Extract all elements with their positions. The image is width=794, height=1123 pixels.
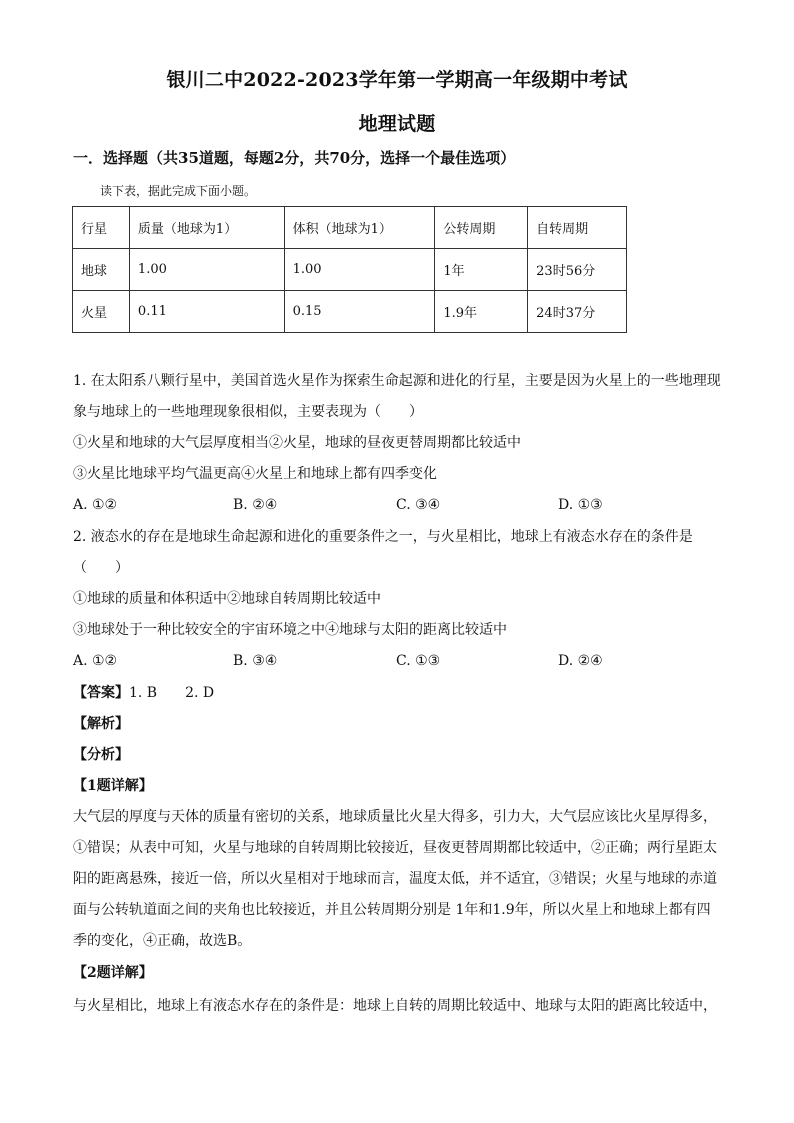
q1-item-line2: ③火星比地球平均气温更高④火星上和地球上都有四季变化: [73, 466, 437, 482]
q2-item-line1: ①地球的质量和体积适中②地球自转周期比较适中: [73, 591, 381, 607]
q2-stem-line1: 2. 液态水的存在是地球生命起源和进化的重要条件之一，与火星相比，地球上有液态水存在的条件是: [73, 529, 693, 545]
table-cell: 23时56分: [528, 249, 627, 291]
q2-option-b[interactable]: B. ③④: [233, 653, 278, 669]
q1-option-d[interactable]: D. ①③: [558, 497, 603, 513]
table-header-cell: 体积（地球为1）: [284, 207, 435, 249]
analysis-label: 【解析】: [73, 716, 129, 732]
table-header-cell: 质量（地球为1）: [129, 207, 284, 249]
fenxi-label: 【分析】: [73, 747, 129, 763]
answer-label: 【答案】: [73, 685, 129, 701]
planet-table: [72, 206, 627, 333]
table-cell: 火星: [73, 291, 130, 333]
table-cell: 0.15: [284, 291, 435, 333]
exam-title: 银川二中2022-2023学年第一学期高一年级期中考试: [166, 69, 628, 91]
q1-detail-text: 大气层的厚度与天体的质量有密切的关系，地球质量比火星大得多，引力大，大气层应该比火星厚得多，①错误；从表中可知，火星与地球的自转周期比较接近，昼夜更替周期都比较适中，②正确；两行星距太阳的距离悬殊，接近一倍，所以火星相对于地球而言，温度太低，并不适宜，③错误；火星与地球的赤道面与公转轨道面之间的夹角也比较接近，并且公转周期分别是 1年和1.9年，所以火星上和地球上都有四季的变化，④正确，故选B。: [73, 809, 717, 949]
q1-option-a[interactable]: A. ①②: [73, 497, 118, 513]
q1-detail-label: 【1题详解】: [73, 778, 153, 794]
q1-stem-line1: 1. 在太阳系八颗行星中，美国首选火星作为探索生命起源和进化的行星，主要是因为火星上的一些地理现: [73, 373, 721, 389]
q2-detail-text: 与火星相比，地球上有液态水存在的条件是：地球上自转的周期比较适中、地球与太阳的距离比较适中，: [73, 998, 717, 1014]
q2-stem-line2: （ ）: [73, 560, 129, 576]
table-header-cell: 公转周期: [435, 207, 528, 249]
table-row: [73, 249, 627, 291]
table-row: [73, 291, 627, 333]
table-cell: 地球: [73, 249, 130, 291]
table-header-cell: 自转周期: [528, 207, 627, 249]
q1-option-b[interactable]: B. ②④: [233, 497, 278, 513]
table-cell: 1.00: [284, 249, 435, 291]
section-intro: 读下表，据此完成下面小题。: [100, 184, 257, 198]
q1-option-c[interactable]: C. ③④: [396, 497, 441, 513]
q2-option-c[interactable]: C. ①③: [396, 653, 441, 669]
q2-option-d[interactable]: D. ②④: [558, 653, 603, 669]
table-cell: 24时37分: [528, 291, 627, 333]
table-cell: 1年: [435, 249, 528, 291]
q1-stem-line2: 象与地球上的一些地理现象很相似，主要表现为（ ）: [73, 404, 423, 420]
q1-item-line1: ①火星和地球的大气层厚度相当②火星，地球的昼夜更替周期都比较适中: [73, 435, 521, 451]
answer-text: 1. B 2. D: [129, 685, 215, 701]
table-header-row: [73, 207, 627, 249]
exam-subtitle: 地理试题: [358, 113, 436, 135]
table-header-cell: 行星: [73, 207, 130, 249]
section-heading: 一．选择题（共35道题，每题2分，共70分，选择一个最佳选项）: [73, 149, 516, 167]
q2-item-line2: ③地球处于一种比较安全的宇宙环境之中④地球与太阳的距离比较适中: [73, 622, 507, 638]
table-cell: 1.9年: [435, 291, 528, 333]
q2-option-a[interactable]: A. ①②: [73, 653, 118, 669]
table-cell: 1.00: [129, 249, 284, 291]
table-cell: 0.11: [129, 291, 284, 333]
answer-line: [73, 683, 214, 703]
q2-detail-label: 【2题详解】: [73, 965, 153, 981]
